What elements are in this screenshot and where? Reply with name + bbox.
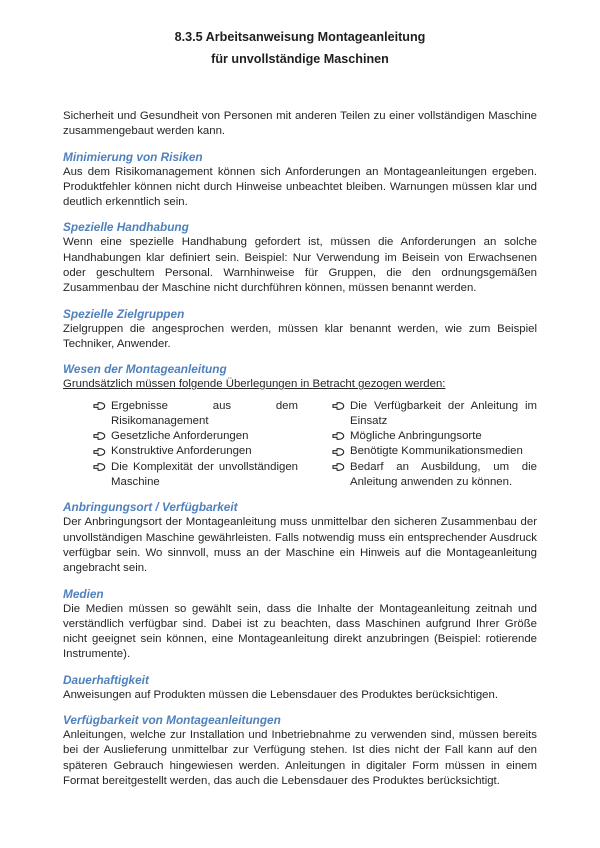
list-item bbox=[93, 429, 298, 444]
section-heading-verfuegbarkeit-von-montageanleitungen: Verfügbarkeit von Montageanleitungen bbox=[63, 713, 281, 728]
considerations-columns bbox=[63, 399, 537, 491]
list-item bbox=[332, 429, 537, 444]
list-item-text: Konstruktive Anforderungen bbox=[111, 445, 252, 458]
arrow-bullet-icon bbox=[332, 447, 350, 457]
document-title bbox=[63, 26, 537, 70]
considerations-intro: Grundsätzlich müssen folgende Überlegungen in Betracht gezogen werden: bbox=[63, 378, 446, 391]
considerations-list-right bbox=[332, 399, 537, 491]
paragraph-anbringungsort-verfuegbarkeit: Der Anbringungsort der Montageanleitung muss unmittelbar den sicheren Zusammenbau der unvollständigen Maschine gewährleisten. Falls notwendig muss ein entsprechender Ausdruck verfügbar sein. Wo sinnvoll, muss an der Maschine ein Hinweis auf die Montageanleitung angebracht sein. bbox=[63, 516, 537, 575]
list-item bbox=[93, 399, 298, 430]
title-line-2: für unvollständige Maschinen bbox=[211, 52, 389, 66]
section-heading-medien: Medien bbox=[63, 586, 104, 601]
list-item-text: Mögliche Anbringungsorte bbox=[350, 430, 482, 443]
paragraph-dauerhaftigkeit: Anweisungen auf Produkten müssen die Lebensdauer des Produktes berücksichtigen. bbox=[63, 688, 499, 701]
arrow-bullet-icon bbox=[332, 401, 350, 411]
list-item bbox=[332, 399, 537, 430]
list-item bbox=[332, 460, 537, 491]
list-item bbox=[93, 460, 298, 491]
list-item-text: Benötigte Kommunikationsmedien bbox=[350, 445, 523, 458]
paragraph-spezielle-zielgruppen: Zielgruppen die angesprochen werden, müssen klar benannt werden, wie zum Beispiel Techniker, Anwender. bbox=[63, 322, 537, 350]
section-heading-anbringungsort-verfuegbarkeit: Anbringungsort / Verfügbarkeit bbox=[63, 500, 238, 515]
list-item bbox=[332, 444, 537, 459]
intro-paragraph: Sicherheit und Gesundheit von Personen mit anderen Teilen zu einer vollständigen Maschine zusammengebaut werden kann. bbox=[63, 110, 537, 138]
list-item-text: Ergebnisse aus dem Risikomanagement bbox=[111, 399, 298, 427]
arrow-bullet-icon bbox=[93, 447, 111, 457]
section-heading-minimierung-von-risiken: Minimierung von Risiken bbox=[63, 149, 203, 164]
list-item-text: Die Verfügbarkeit der Anleitung im Einsatz bbox=[350, 399, 537, 427]
arrow-bullet-icon bbox=[93, 401, 111, 411]
section-heading-spezielle-zielgruppen: Spezielle Zielgruppen bbox=[63, 306, 185, 321]
paragraph-medien: Die Medien müssen so gewählt sein, dass die Inhalte der Montageanleitung zeitnah und verständlich verfügbar sind. Dabei ist zu beachten, dass Maschinen aufgrund Ihrer Größe nicht geeignet sein können, eine Montageanleitung direkt anzubringen (Beispiel: rotierende Instrumente). bbox=[63, 602, 537, 661]
section-heading-wesen-der-montageanleitung: Wesen der Montageanleitung bbox=[63, 362, 227, 377]
arrow-bullet-icon bbox=[93, 462, 111, 472]
list-item-text: Bedarf an Ausbildung, um die Anleitung anwenden zu können. bbox=[350, 460, 537, 489]
paragraph-minimierung-von-risiken: Aus dem Risikomanagement können sich Anforderungen an Montageanleitungen ergeben. Produktfehler können nicht durch Hinweise unbeachtet bleiben. Warnungen müssen klar und deutlich erkenntlich sein. bbox=[63, 165, 537, 209]
list-item bbox=[93, 444, 298, 459]
paragraph-verfuegbarkeit-von-montageanleitungen: Anleitungen, welche zur Installation und Inbetriebnahme zu verwenden sind, müssen bereits bei der Auslieferung unmittelbar zur Verfügung stehen. Ist dies nicht der Fall kann auf den späteren Gebrauch hingewiesen werden. Anleitungen in digitaler Form müssen in einem Format bereitgestellt werden, das auch die Lebensdauer des Produktes berücksichtigt. bbox=[63, 729, 537, 787]
considerations-list-left bbox=[93, 399, 298, 491]
section-heading-dauerhaftigkeit: Dauerhaftigkeit bbox=[63, 672, 149, 687]
arrow-bullet-icon bbox=[93, 431, 111, 441]
list-item-text: Gesetzliche Anforderungen bbox=[111, 430, 249, 443]
list-item-text: Die Komplexität der unvollständigen Maschine bbox=[111, 460, 298, 489]
title-line-1: 8.3.5 Arbeitsanweisung Montageanleitung bbox=[174, 30, 426, 44]
paragraph-spezielle-handhabung: Wenn eine spezielle Handhabung gefordert ist, müssen die Anforderungen an solche Handhabungen klar definiert sein. Beispiel: Nur Verwendung im Beisein von Erwachsenen oder geschultem Personal. Warnhinweise für Gruppen, die den ordnungsgemäßen Zusammenbau der Maschine nicht durchführen können, müssen benannt werden. bbox=[63, 236, 537, 295]
arrow-bullet-icon bbox=[332, 462, 350, 472]
arrow-bullet-icon bbox=[332, 431, 350, 441]
section-heading-spezielle-handhabung: Spezielle Handhabung bbox=[63, 220, 189, 235]
